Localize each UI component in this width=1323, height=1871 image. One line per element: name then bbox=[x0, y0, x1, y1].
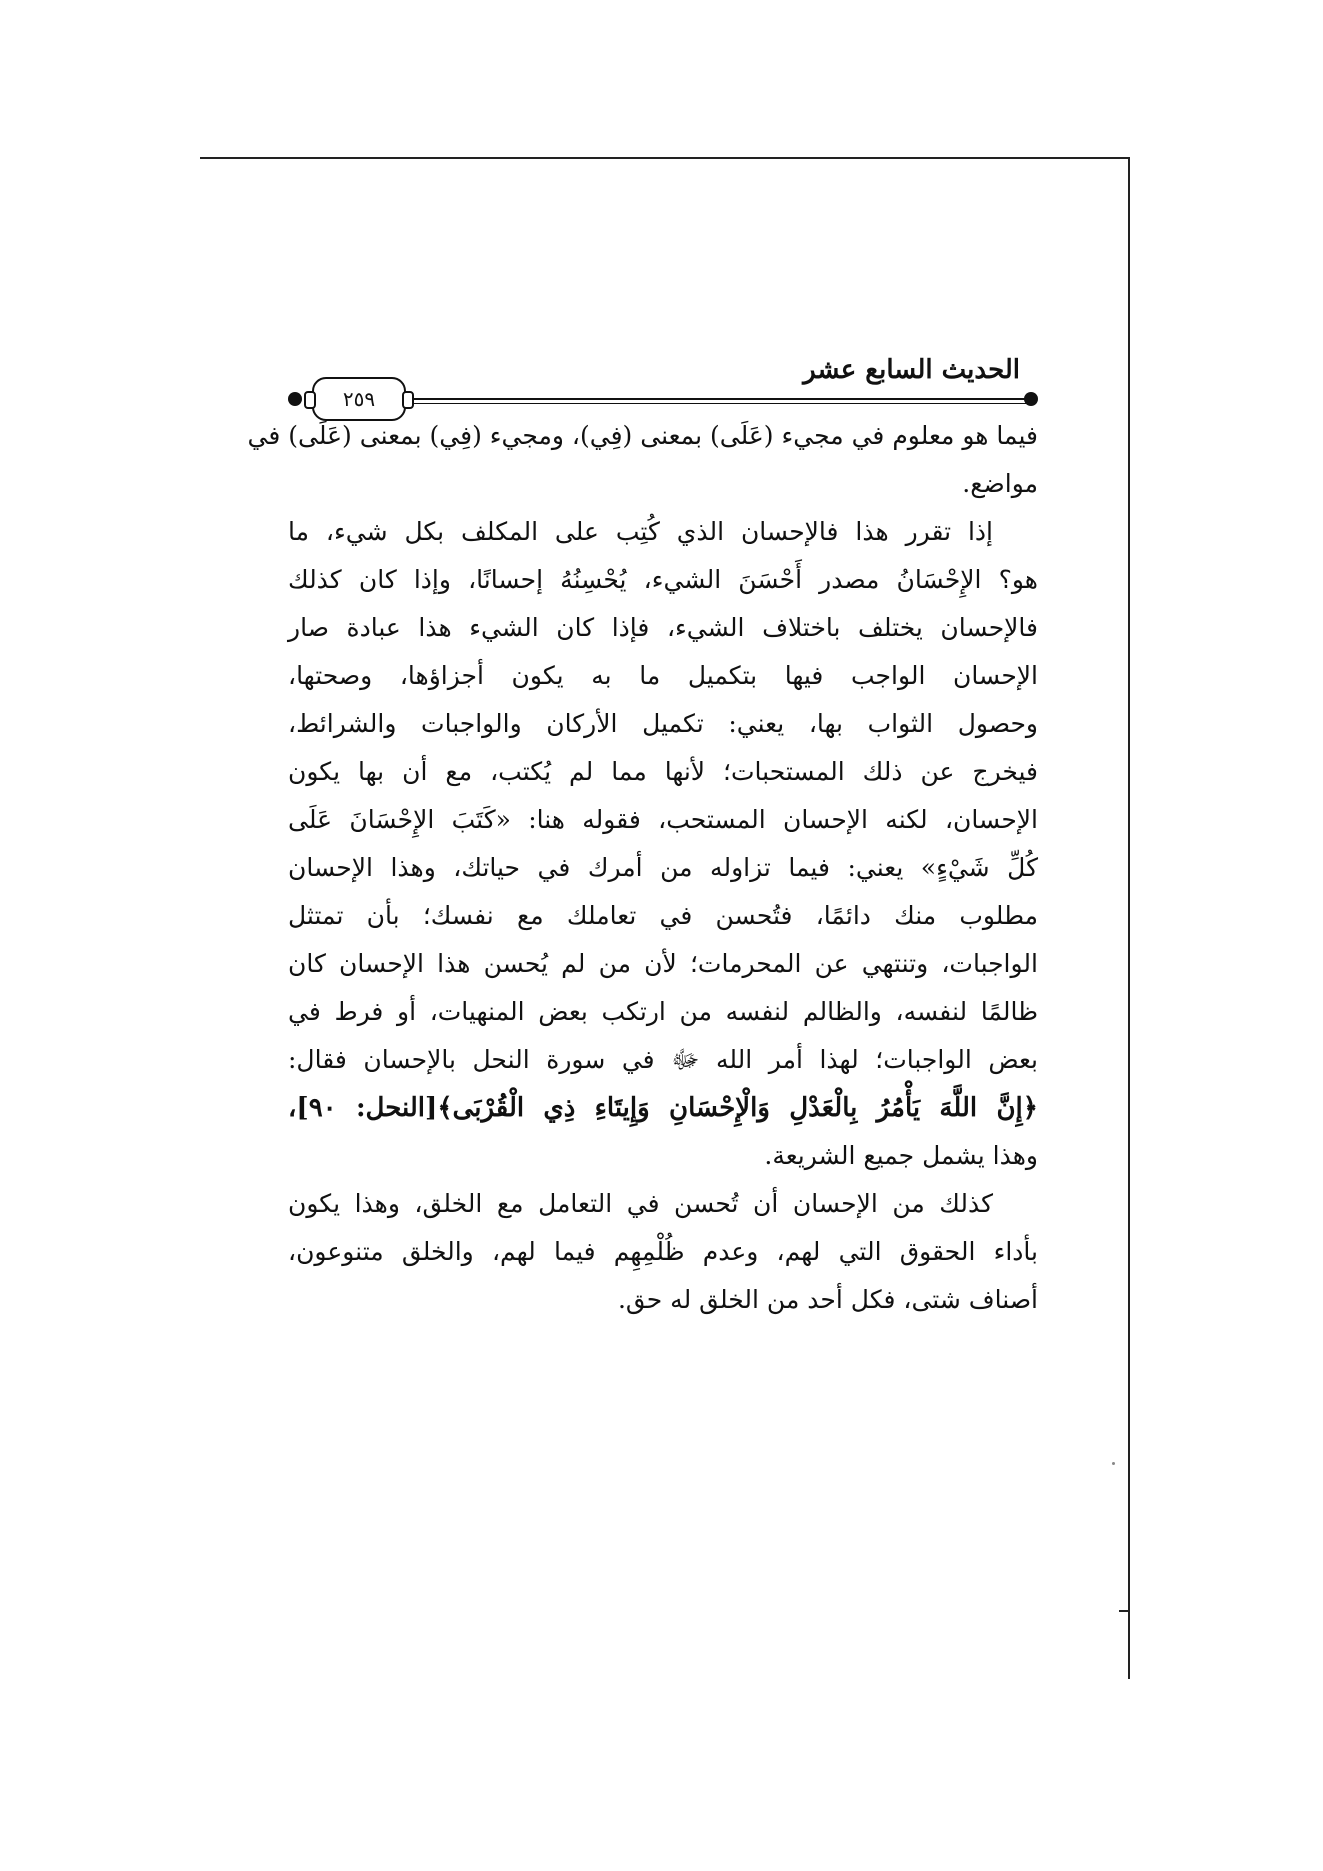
text-line: وهذا يشمل جميع الشريعة. bbox=[764, 1141, 1038, 1170]
ornament-dot-right bbox=[1024, 392, 1038, 406]
scan-speck bbox=[1112, 1462, 1115, 1465]
text-line: هو؟ الإِحْسَانُ مصدر أَحْسَنَ الشيء، يُحْسِنُهُ إحسانًا، وإذا كان كذلك bbox=[288, 565, 1038, 594]
text-line: الواجبات، وتنتهي عن المحرمات؛ لأن من لم يُحسن هذا الإحسان كان bbox=[288, 949, 1038, 978]
paragraph-start-line: إذا تقرر هذا فالإحسان الذي كُتِب على المكلف بكل شيء، ما bbox=[288, 517, 993, 546]
text-line: وحصول الثواب بها، يعني: تكميل الأركان والواجبات والشرائط، bbox=[288, 709, 1038, 738]
text-line: فالإحسان يختلف باختلاف الشيء، فإذا كان الشيء هذا عبادة صار bbox=[288, 613, 1038, 642]
text-line: الإحسان، لكنه الإحسان المستحب، فقوله هنا: «كَتَبَ الإِحْسَانَ عَلَى bbox=[288, 805, 1038, 834]
text-line: ظالمًا لنفسه، والظالم لنفسه من ارتكب بعض المنهيات، أو فرط في bbox=[288, 997, 1038, 1026]
text-line: مواضع. bbox=[962, 469, 1038, 498]
ornament-dot-left bbox=[288, 392, 302, 406]
page-number: ٢٥٩ bbox=[342, 387, 376, 411]
text-line: فيخرج عن ذلك المستحبات؛ لأنها مما لم يُكتب، مع أن بها يكون bbox=[288, 757, 1038, 786]
page-body bbox=[247, 412, 1038, 1324]
text-line: أصناف شتى، فكل أحد من الخلق له حق. bbox=[617, 1285, 1038, 1314]
header-rule bbox=[402, 398, 1026, 404]
chapter-title: الحديث السابع عشر bbox=[803, 355, 1020, 385]
text-line: بأداء الحقوق التي لهم، وعدم ظُلْمِهِم فيما لهم، والخلق متنوعون، bbox=[288, 1237, 1038, 1266]
text-line: الإحسان الواجب فيها بتكميل ما به يكون أجزاؤها، وصحتها، bbox=[288, 661, 1038, 690]
text-line: كُلِّ شَيْءٍ» يعني: فيما تزاوله من أمرك في حياتك، وهذا الإحسان bbox=[288, 853, 1038, 882]
crop-mark-tick bbox=[1119, 1610, 1129, 1612]
quran-verse-line: ﴿إِنَّ اللَّهَ يَأْمُرُ بِالْعَدْلِ وَالْإِحْسَانِ وَإِيتَاءِ ذِي الْقُرْبَى﴾[النحل: ٩٠]، bbox=[288, 1093, 1038, 1123]
text-line: مطلوب منك دائمًا، فتُحسن في تعاملك مع نفسك؛ بأن تمتثل bbox=[288, 901, 1038, 930]
text-line: بعض الواجبات؛ لهذا أمر الله ﷻ في سورة النحل بالإحسان فقال: bbox=[288, 1045, 1038, 1074]
crop-mark-top bbox=[200, 157, 1129, 159]
text-line: فيما هو معلوم في مجيء (عَلَى) بمعنى (فِي)، ومجيء (فِي) بمعنى (عَلَى) في bbox=[247, 421, 1038, 450]
paragraph-start-line: كذلك من الإحسان أن تُحسن في التعامل مع الخلق، وهذا يكون bbox=[288, 1189, 993, 1218]
crop-mark-right bbox=[1128, 157, 1130, 1679]
page-header bbox=[288, 355, 1038, 415]
